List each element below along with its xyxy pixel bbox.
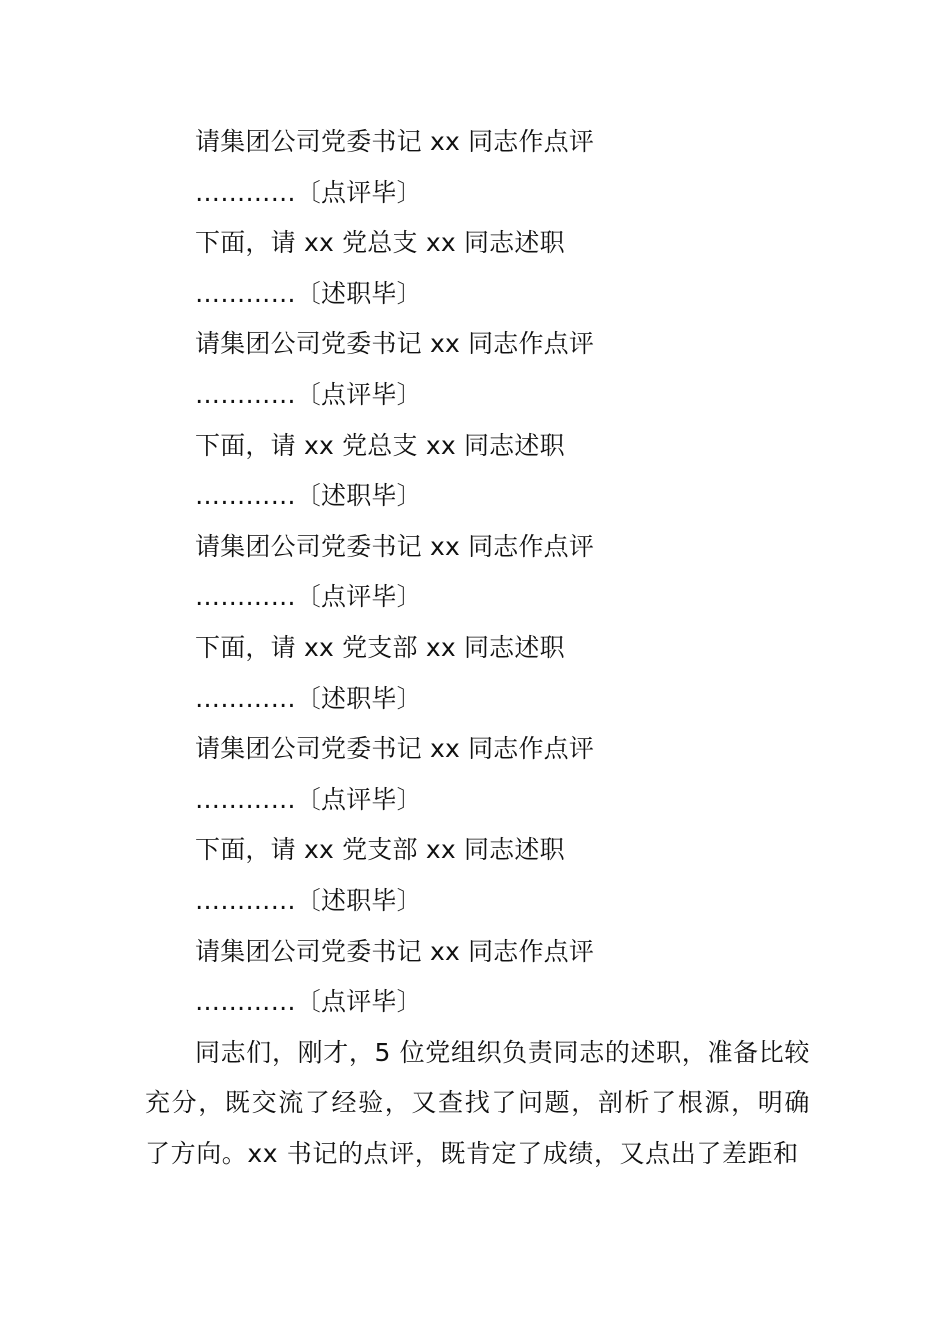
summary-paragraph: 同志们，刚才，5 位党组织负责同志的述职，准备比较充分，既交流了经验，又查找了问题，剖析了根源，明确了方向。xx 书记的点评，既肯定了成绩，又点出了差距和 — [145, 1037, 810, 1168]
text-line: …………〔述职毕〕 — [195, 683, 422, 713]
text-line: …………〔点评毕〕 — [195, 987, 422, 1017]
text-line: 下面，请 xx 党支部 xx 同志述职 — [195, 632, 565, 662]
text-line: …………〔述职毕〕 — [195, 481, 422, 511]
document-body — [145, 117, 810, 1179]
text-line: …………〔述职毕〕 — [195, 278, 422, 308]
text-line: 下面，请 xx 党总支 xx 同志述职 — [195, 228, 565, 258]
text-line: …………〔点评毕〕 — [195, 379, 422, 409]
text-line: 请集团公司党委书记 xx 同志作点评 — [195, 127, 595, 156]
text-line: 请集团公司党委书记 xx 同志作点评 — [195, 734, 595, 764]
text-line: 请集团公司党委书记 xx 同志作点评 — [195, 531, 595, 561]
text-line: 下面，请 xx 党支部 xx 同志述职 — [195, 835, 565, 865]
text-line: 请集团公司党委书记 xx 同志作点评 — [195, 936, 595, 966]
text-line: …………〔点评毕〕 — [195, 784, 422, 814]
text-line: …………〔点评毕〕 — [195, 177, 422, 207]
text-line: …………〔点评毕〕 — [195, 582, 422, 612]
text-line: 请集团公司党委书记 xx 同志作点评 — [195, 329, 595, 359]
text-line: …………〔述职毕〕 — [195, 885, 422, 915]
text-line: 下面，请 xx 党总支 xx 同志述职 — [195, 430, 565, 460]
